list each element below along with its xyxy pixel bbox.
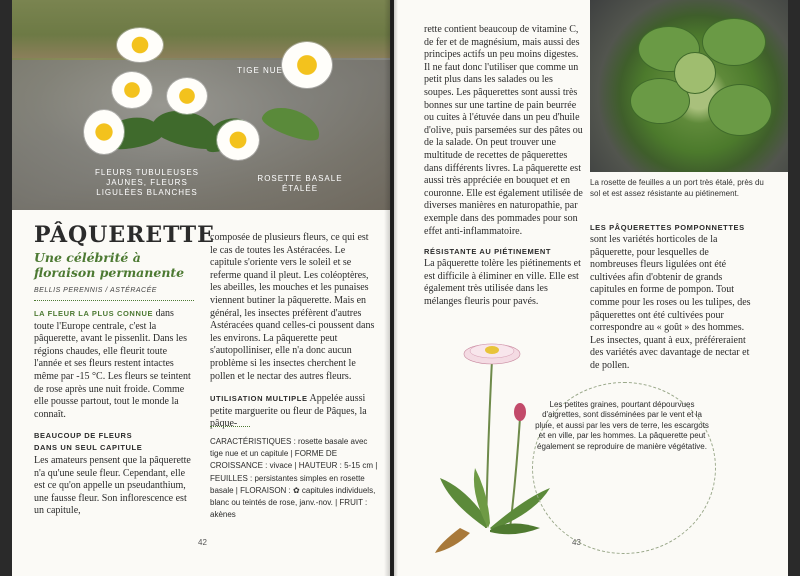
left-col1-para2: Les amateurs pensent que la pâquerette n'a qu'une seule fleur. Cependant, elle est ce qu'on appelle un pseudanthium, une fausse fleur. Son inflorescence est un capitule,: [34, 455, 191, 517]
label-fleurs: FLEURS TUBULEUSES JAUNES, FLEURS LIGULÉES BLANCHES: [95, 168, 199, 197]
right-col1-para2: La pâquerette tolère les piétinements et est difficile à éliminer en ville. Elle est également très utilisée dans les mélanges fleuris pour pavés.: [424, 258, 581, 307]
page-number-left: 42: [198, 538, 207, 547]
section-heading-resistante: RÉSISTANTE AU PIÉTINEMENT: [424, 247, 552, 256]
latin-name: BELLIS PERENNIS / ASTÉRACÉE: [34, 287, 157, 294]
rosette-photo: [590, 0, 788, 172]
left-col2: composée de plusieurs fleurs, ce qui est le cas de toutes les Astéracées. Le capitule s'oriente vers le soleil et se referme quand il pleut. Les coléoptères, les abeilles, les mouches et les punaises viennent butiner la pâquerette. Mais en général, les insectes préfèrent d'autres Astéracées quand celles-ci poussent dans les environs. La pâquerette peut s'autopolliniser, elle n'a donc aucun problème si les insectes cherchent le pollen et le nectar des autres fleurs.: [210, 232, 375, 382]
label-rosette: ROSETTE BASALE ÉTALÉE: [257, 174, 343, 193]
book-gutter: [384, 0, 398, 576]
util-text: Appelée aussi petite marguerite ou fleur de Pâques, la pâque-: [210, 393, 367, 430]
right-col2-text: sont les variétés horticoles de la pâquerette, pour lesquelles de nombreuses fleurs ligulées ont été cultivées afin d'obtenir de grands capitules en forme de pompon. Tout comme pour les roses ou les tulipes, des pâquerettes ont été cultivées pour correspondre au « goût » des hommes. Les insectes, quant à eux, préféreraient des variétés avec davantage de nectar et de pollen.: [590, 234, 751, 371]
section-heading-fleurs: [34, 430, 194, 454]
util-caps: UTILISATION MULTIPLE: [210, 394, 308, 403]
lead-text: dans toute l'Europe centrale, c'est la pâquerette, avant le pissenlit. Dans les régions chaudes, elle fleurit toute l'année et ses fleurs restent intactes même par -15 °C. Les fleurs se teintent de rose après une nuit froide. Comme elle pousse partout, tout le monde la connaît.: [34, 308, 191, 420]
page-number-right: 43: [572, 538, 581, 547]
section-heading-pomponnettes: LES PÂQUERETTES POMPONNETTES: [590, 223, 745, 232]
heading-line1: BEAUCOUP DE FLEURS: [34, 431, 133, 440]
lead-caps: LA FLEUR LA PLUS CONNUE: [34, 309, 154, 318]
label-tige-nue: TIGE NUE: [237, 66, 283, 75]
title-divider: [34, 300, 194, 302]
characteristics: CARACTÉRISTIQUES : rosette basale avec tige nue et un capitule | FORME DE CROISSANCE : vivace | HAUTEUR : 5-15 cm | FEUILLES : persistantes simples en rosette basale | FLORAISON : ✿ capitules individuels, blanc ou teintés de rose, janv.-nov. | FRUIT : akènes: [210, 437, 378, 520]
heading-line2: DANS UN SEUL CAPITULE: [34, 443, 143, 452]
page-subtitle: Une célébrité à floraison permanente: [34, 250, 185, 280]
left-col1: [34, 308, 194, 421]
photo-caption: La rosette de feuilles a un port très étalé, près du sol et est assez résistante au piétinement.: [590, 178, 764, 198]
caract-divider: [210, 426, 250, 428]
seed-info-text: Les petites graines, pourtant dépourvues d'aigrettes, sont disséminées par le vent et la pluie, et aussi par les vers de terre, les escargots et en ville, par les hommes. La pâquerette peut également se reproduire de manière végétative.: [535, 400, 709, 451]
left-page: [12, 0, 390, 576]
daisy-photo: [12, 0, 390, 210]
right-col1-para1: rette contient beaucoup de vitamine C, de fer et de magnésium, mais aussi des principes actifs un peu moins digestes. Il ne faut donc l'utiliser que comme un petit plus dans les salades ou les soupes. Les pâquerettes sont aussi très bonnes sur une tartine de pain beurrée ou cuites à l'étuvée dans un peu d'huile d'olive, puis parsemées sur des pâtes ou de la salade. On peut trouver une multitude de recettes de pâquerettes dans différents livres. La pâquerette est aussi très appréciée en bouquet et en couronne. Elle est également utilisée de diverses manières en naturopathie, par exemple dans des pommades pour son effet anti-inflammatoire.: [424, 24, 583, 237]
page-title: PÂQUERETTE: [34, 222, 215, 248]
